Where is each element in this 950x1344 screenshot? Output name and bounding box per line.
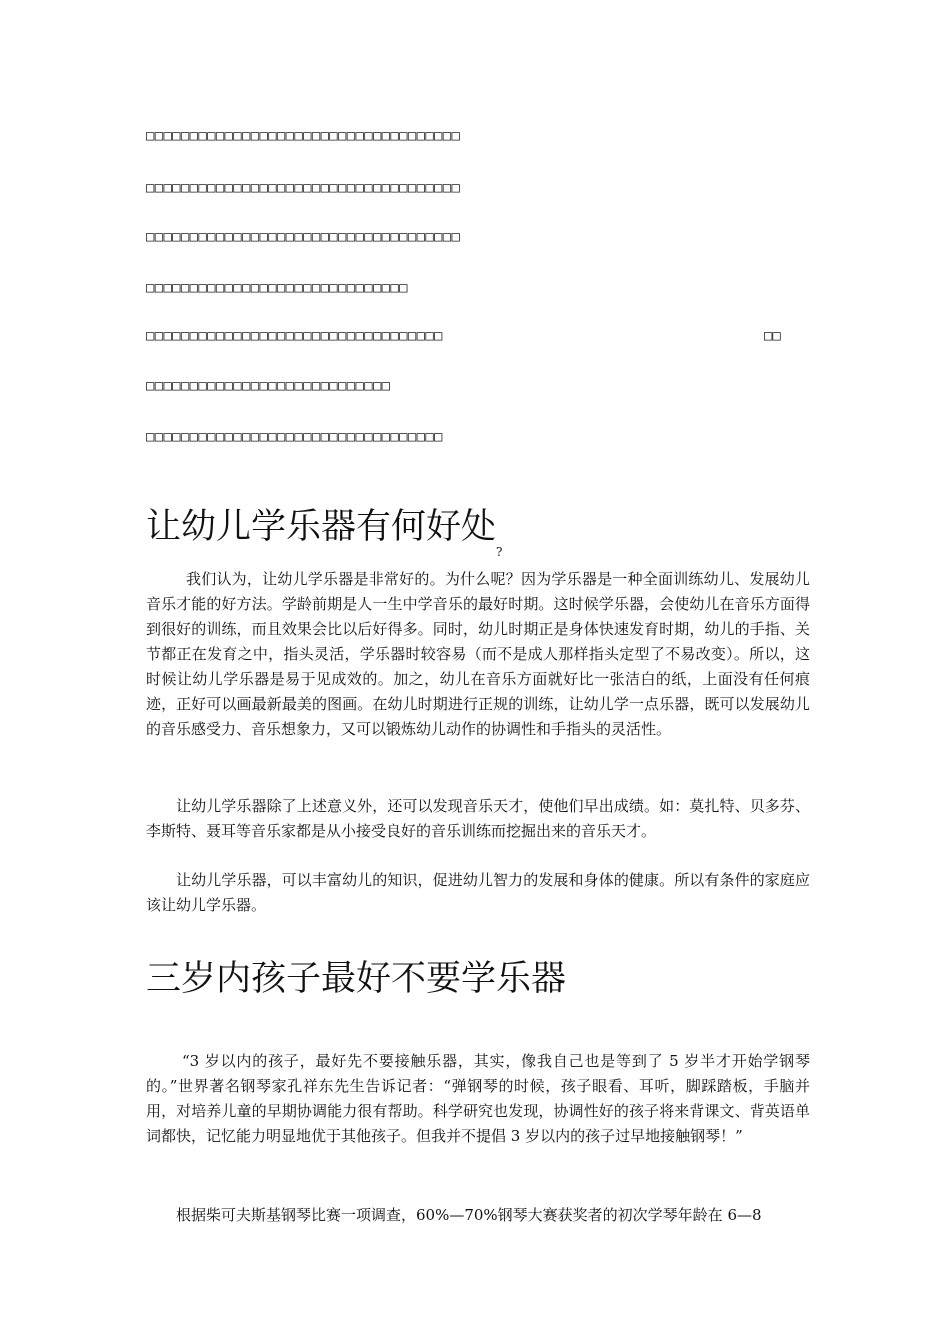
body-paragraph: 我们认为，让幼儿学乐器是非常好的。为什么呢？因为学乐器是一种全面训练幼儿、发展幼儿音乐才能的好方法。学龄前期是人一生中学音乐的最好时期。这时候学乐器，会使幼儿在音乐方面得到很好的训练，而且效果会比以后好得多。同时，幼儿时期正是身体快速发育时期，幼儿的手指、关节都正在发育之中，指头灵活，学乐器时较容易（而不是成人那样指头定型了不易改变）。所以，这时候让幼儿学乐器是易于见成效的。加之，幼儿在音乐方面就好比一张洁白的纸，上面没有任何痕迹，正好可以画最新最美的图画。在幼儿时期进行正规的训练，让幼儿学一点乐器，既可以发展幼儿的音乐感受力、音乐想象力，又可以锻炼幼儿动作的协调性和手指头的灵活性。 — [146, 570, 810, 738]
body-paragraph: 根据柴可夫斯基钢琴比赛一项调查，60%—70%钢琴大赛获奖者的初次学琴年龄在 6—8 — [176, 1206, 762, 1224]
heading-text: 让幼儿学乐器有何好处 — [146, 507, 497, 547]
garbled-text-line: □□□□□□□□□□□□□□□□□□□□□□□□□□□□ — [146, 378, 391, 394]
garbled-text-line: □□□□□□□□□□□□□□□□□□□□□□□□□□□□□□□□□□□□ — [146, 229, 461, 245]
garbled-text-line: □□□□□□□□□□□□□□□□□□□□□□□□□□□□□□ — [146, 280, 408, 296]
body-paragraph: 让幼儿学乐器除了上述意义外，还可以发现音乐天才，使他们早出成绩。如：莫扎特、贝多芬、李斯特、聂耳等音乐家都是从小接受良好的音乐训练而挖掘出来的音乐天才。 — [146, 797, 810, 840]
section-heading-benefits — [146, 506, 502, 573]
body-paragraph: 让幼儿学乐器，可以丰富幼儿的知识，促进幼儿智力的发展和身体的健康。所以有条件的家庭应该让幼儿学乐器。 — [146, 871, 810, 914]
body-paragraph: “3 岁以内的孩子，最好先不要接触乐器，其实，像我自己也是等到了 5 岁半才开始学钢琴的。”世界著名钢琴家孔祥东先生告诉记者：“弹钢琴的时候，孩子眼看、耳听，脚踩踏板，手脑并用，对培养儿童的早期协调能力很有帮助。科学研究也发现，协调性好的孩子将来背课文、背英语单词都快，记忆能力明显地优于其他孩子。但我并不提倡 3 岁以内的孩子过早地接触钢琴！” — [146, 1052, 810, 1145]
garbled-text-line: □□□□□□□□□□□□□□□□□□□□□□□□□□□□□□□□□□□□ — [146, 128, 461, 144]
garbled-text-line: □□□□□□□□□□□□□□□□□□□□□□□□□□□□□□□□□□ — [146, 429, 443, 445]
garbled-text-line: □□□□□□□□□□□□□□□□□□□□□□□□□□□□□□□□□□ — [146, 328, 443, 344]
garbled-text-line: □□□□□□□□□□□□□□□□□□□□□□□□□□□□□□□□□□□□ — [146, 180, 461, 196]
garbled-text-tail: □□ — [764, 328, 781, 344]
heading-question-mark: ? — [496, 545, 503, 559]
section-heading-under-three: 三岁内孩子最好不要学乐器 — [146, 959, 567, 999]
